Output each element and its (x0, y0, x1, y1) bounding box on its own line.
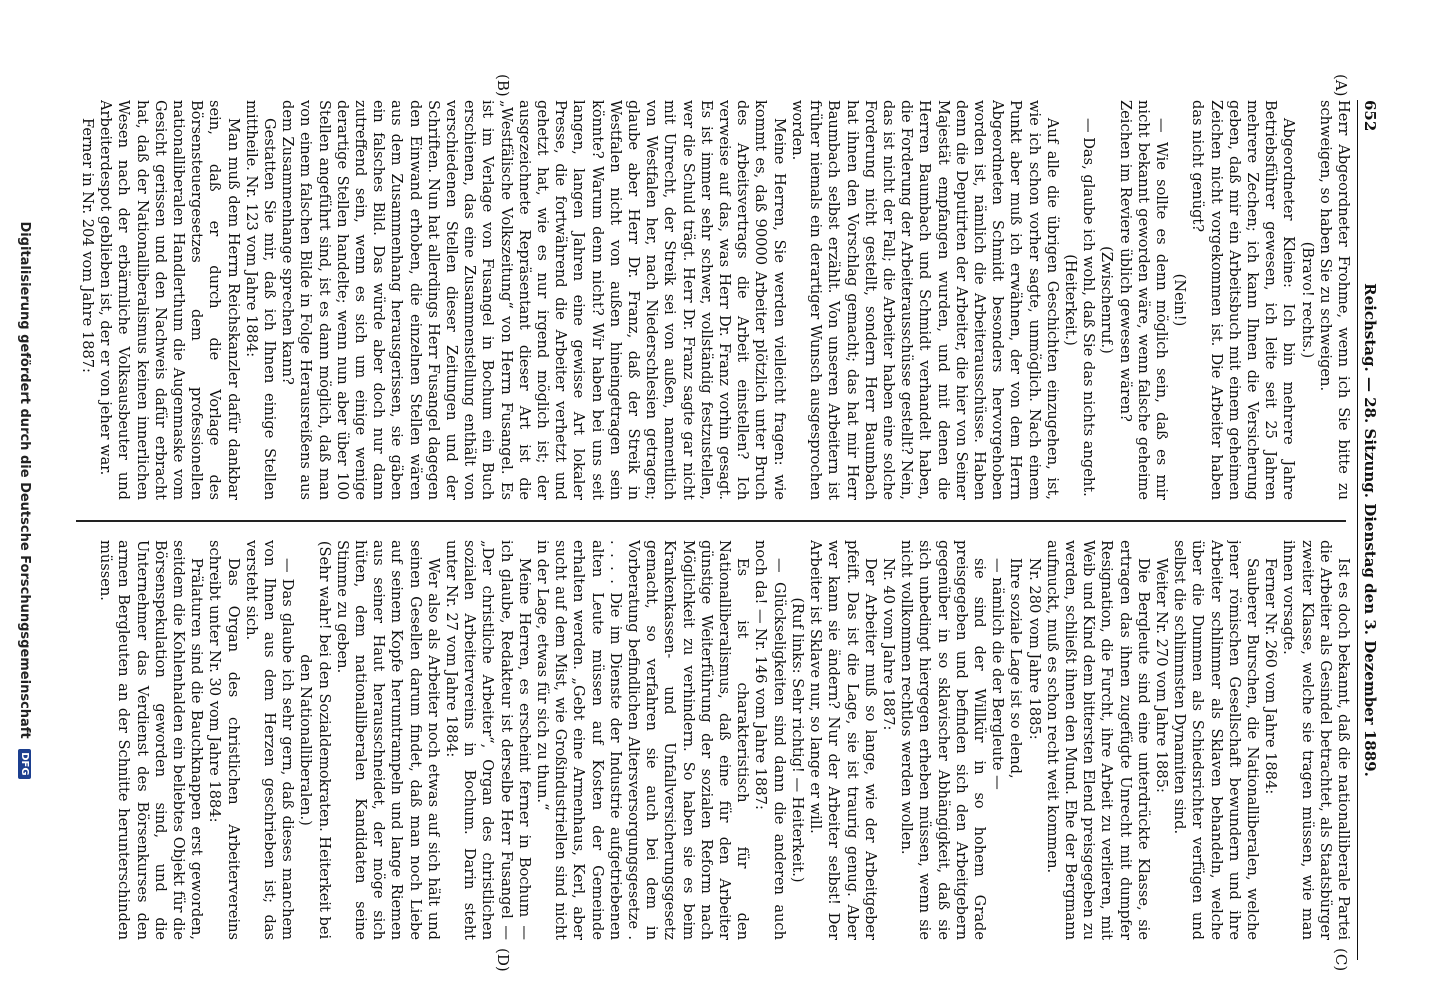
paragraph: Meine Herren, Sie werden vielleicht fragen: wie kommt es, daß 90000 Arbeiter plötzlich unter Bruch des Arbeitsvertrags die Arbeit einstellen? Ich verweise auf das, was Herr Dr. Franz vorhin gesagt. Es ist immer sehr schwer, vollständig festzustellen, wer die Schuld trägt. Herr Dr. Franz sagte gar nicht mit Unrecht, der Streik sei von außen, namentlich von Westfalen her, nach Niederschlesien getragen; glaube aber Herr Dr. Franz, daß der Streik in Westfalen nicht von außen hineingetragen sein könnte? Warum denn nicht? Wir haben bei uns seit langen, langen Jahren eine gewisse Art lokaler Presse, die fortwährend die Arbeiter verhetzt und gehetzt hat, wie es nur irgend möglich ist; der ausgezeichnete Repräsentant dieser Art ist die „Westfälische Volkszeitung“ von Herrn Fusangel. Es ist im Verlage von Fusangel in Bochum ein Buch erschienen, das eine Zusammenstellung enthält von verschiedenen Stellen dieser Zeitungen und der Schriften. Nun hat allerdings Herr Fusangel dagegen den Einwand erhoben, die einzelnen Stellen wären aus dem Zusammenhang herausgerissen, sie gäben ein falsches Bild. Das würde aber doch nur dann zutreffend sein, wenn es sich um einige wenige derartige Stellen handelte; wenn nun aber über 100 Stellen angeführt sind, ist es dann möglich, daß man von einem falschen Bilde in Folge Herausreißens aus dem Zusammenhange sprechen kann? (279, 100, 788, 500)
column-divider (76, 520, 1346, 522)
paragraph: — Das, glaube ich wohl, daß Sie das nichts angeht. (1080, 118, 1098, 497)
quotation: Ist es doch bekannt, daß die nationalliberale Partei die Arbeiter als Gesindel betrachtet, als Staatsbürger zweiter Klasse, welche sie tragen müssen, wie man ihnen vorsagte. (1280, 540, 1352, 940)
quotation: Es ist charakteristisch für den Nationalliberalismus, daß eine für den Arbeiter günstige Weiterführung der sozialen Reform nach Möglichkeit zu verhindern. So haben sie es beim Krankenkassen- und Unfallversicherungsgesetz gemacht, so verfahren sie auch bei dem in Vorberatung befindlichen Altersversorgungsgesetze . . . . . Die im Dienste der Industrie aufgetriebenen alten Leute müssen auf Kosten der Gemeinde erhalten werden. „Gebt eine Armenhaus, Kerl, aber sucht auf dem Mist, wie Großindustriellen sind nicht in der Lage, etwas für sich zu thun.“ (534, 540, 752, 940)
margin-marker-c: (C) (1332, 948, 1350, 972)
paragraph: Herr Abgeordneter Frohme, wenn ich Sie bitte zu schweigen, so haben Sie zu schweigen. (1316, 100, 1352, 500)
dfg-logo-icon: DFG (18, 749, 31, 778)
right-column (62, 540, 1352, 940)
interjection: (Bravo! rechts.) (1298, 241, 1316, 359)
quotation: Prälaturen sind die Bauchknappen erst geworden, seitdem die Kohlenhalden ein beliebtes Objekt für die Börsenspekulation geworden sind, und die Unternehmer das Verdienst des Börsenkurses den armen Bergleuten an der Schnitte herunterschinden müssen. (97, 540, 206, 940)
paragraph: Weiter Nr. 270 vom Jahre 1885: (1152, 558, 1170, 793)
quotation: Der Arbeiter muß so lange, wie der Arbeitgeber pfeift. Das ist die Lage, sie ist traurig genug. Aber wer kann sie ändern? Nur der Arbeiter selbst! Der Arbeiter ist Sklave nur, so lange er will. (807, 540, 879, 940)
digitization-credit (17, 0, 32, 1000)
paragraph: Ferner in Nr. 204 vom Jahre 1887: (78, 118, 96, 373)
interjection: (Zwischenruf.) (1098, 246, 1116, 354)
paragraph: Meine Herren, es erscheint ferner in Bochum — ich glaube, Redakteur ist derselbe Herr Fusangel — „Der christliche Arbeiter“, Organ des christlichen sozialen Arbeitervereins in Bochum. Darin steht unter Nr. 27 vom Jahre 1884: (443, 540, 533, 940)
quotation: Sauberer Burschen, die Nationalliberalen, welche jener römischen Gesellschaft bewundern und ihre Arbeiter schlimmer als Sklaven behandeln, welche über die Dummen als Schiedsrichter verfügen und selbst die schlimmsten Dynamiten sind. (1171, 540, 1261, 940)
paragraph: — nämlich die der Bergleute — (989, 558, 1007, 790)
paragraph: Auf alle die übrigen Geschichten einzugehen, ist, wie ich schon vorher sagte, unmöglich. Nach einem Punkt aber muß ich erwähnen, der von dem Herrn Abgeordneten Schmidt besonders hervorgehoben worden ist, nämlich die Arbeiterausschüsse. Haben denn die Deputirten der Arbeiter, die hier von Seiner Majestät empfangen wurden, und mit denen die Herren Baumbach und Schmidt verhandelt haben, die Forderung der Arbeiterausschüsse gestellt? Nein, das ist nicht der Fall; die Arbeiter haben eine solche Forderung nicht gestellt, sondern Herr Baumbach hat ihnen den Vorschlag gemacht; das hat mir Herr Baumbach selbst erzählt. Von unseren Arbeitern ist früher niemals ein derartiger Wunsch ausgesprochen worden. (788, 100, 1061, 500)
margin-marker-b: (B) (494, 74, 512, 97)
left-column (62, 100, 1352, 500)
interjection: (Nein!) (1171, 273, 1189, 327)
quotation: sie sind der Willkür in so hohem Grade preisgegeben und befinden sich den Arbeitgebern gegenüber in so sklavischer Abhängigkeit, daß sie sich unbedingt hiergegen erheben müssen, wenn sie nicht vollkommen rechtlos werden wollen. (898, 540, 988, 940)
paragraph: Nr. 40 vom Jahre 1887: (879, 558, 897, 731)
paragraph: Das Organ des christlichen Arbeitervereins schreibt unter Nr. 30 vom Jahre 1884: (206, 540, 242, 940)
interjection: (Sehr wahr! bei den Sozialdemokraten. Heiterkeit bei den Nationalliberalen.) (297, 540, 333, 940)
paragraph: Abgeordneter Kleine: Ich bin mehrere Jahre Betriebsführer gewesen, ich leite seit 25 Jahren mehrere Zechen; ich kann Ihnen die Versicherung geben, daß mir ein Arbeitsbuch mit einem geheimen Zeichen nicht vorgekommen ist. Die Arbeiter haben das nicht genügt? (1189, 100, 1298, 500)
quotation: Wer also als Arbeiter noch etwas auf sich hält und seinen Gesellen darum findet, daß man noch Liebe auf seinem Kopfe herumtrampeln und lange Riemen aus seiner Haut herausschneidet, der möge sich hüten, dem nationalliberalen Kandidaten seine Stimme zu geben. (333, 540, 442, 940)
paragraph: — Glückseligkeiten sind dann die anderen auch noch da! — Nr. 146 vom Jahre 1887: (752, 540, 788, 940)
digitization-credit-text: Digitalisierung gefördert durch die Deutsche Forschungsgemeinschaft (17, 221, 32, 739)
paragraph: Nr. 280 vom Jahre 1885: (1025, 558, 1043, 740)
page-number: 652 (1361, 100, 1379, 132)
page-header (1357, 100, 1384, 960)
quotation: Die Bergleute sind eine unterdrückte Klasse, sie ertragen das ihnen zugefügte Unrecht mit dumpfer Resignation, die Furcht, ihre Arbeit zu verlieren, mit Weib und Kind dem bittersten Elend preisgegeben zu werden, schließt ihnen den Mund. Ehe der Bergmann aufmuckt, muß es schon recht weit kommen. (1043, 540, 1152, 940)
margin-marker-a: (A) (1332, 74, 1350, 97)
quotation: Man muß dem Herrn Reichskanzler dafür dankbar sein, daß er durch die Vorlage des Börsensteuergesetzes dem professionellen nationalliberalen Handlerthum die Augenmaske vom Gesicht gerissen und den Nachweis dafür erbracht hat, daß der Nationalliberalismus keinen innerlichen Wesen nach der erbärmliche Volksausbeuter und Arbeiterdespot geblieben ist, der er von jeher war. (97, 100, 242, 500)
paragraph: — Das glaube ich sehr gern, daß dieses manchem von Ihnen aus dem Herzen geschrieben ist; das versteht sich. (242, 540, 297, 940)
paragraph: — Wie sollte es denn möglich sein, daß es mir nicht bekannt geworden wäre, wenn falsche geheime Zeichen im Reviere üblich gewesen wären? (1116, 100, 1170, 500)
margin-marker-d: (D) (494, 948, 512, 972)
paragraph: Gestatten Sie mir, daß ich Ihnen einige Stellen mittheile. Nr. 123 vom Jahre 1884: (242, 100, 279, 500)
page-title: Reichstag. — 28. Sitzung. Dienstag den 3. Dezember 1889. (1361, 283, 1379, 777)
interjection: (Heiterkeit.) (1061, 254, 1079, 346)
quotation: Ihre soziale Lage ist so elend, (1007, 558, 1025, 779)
interjection: (Ruf links: Sehr richtig! — Heiterkeit.) (788, 597, 806, 883)
paragraph: Ferner Nr. 260 vom Jahre 1884: (1262, 558, 1280, 795)
